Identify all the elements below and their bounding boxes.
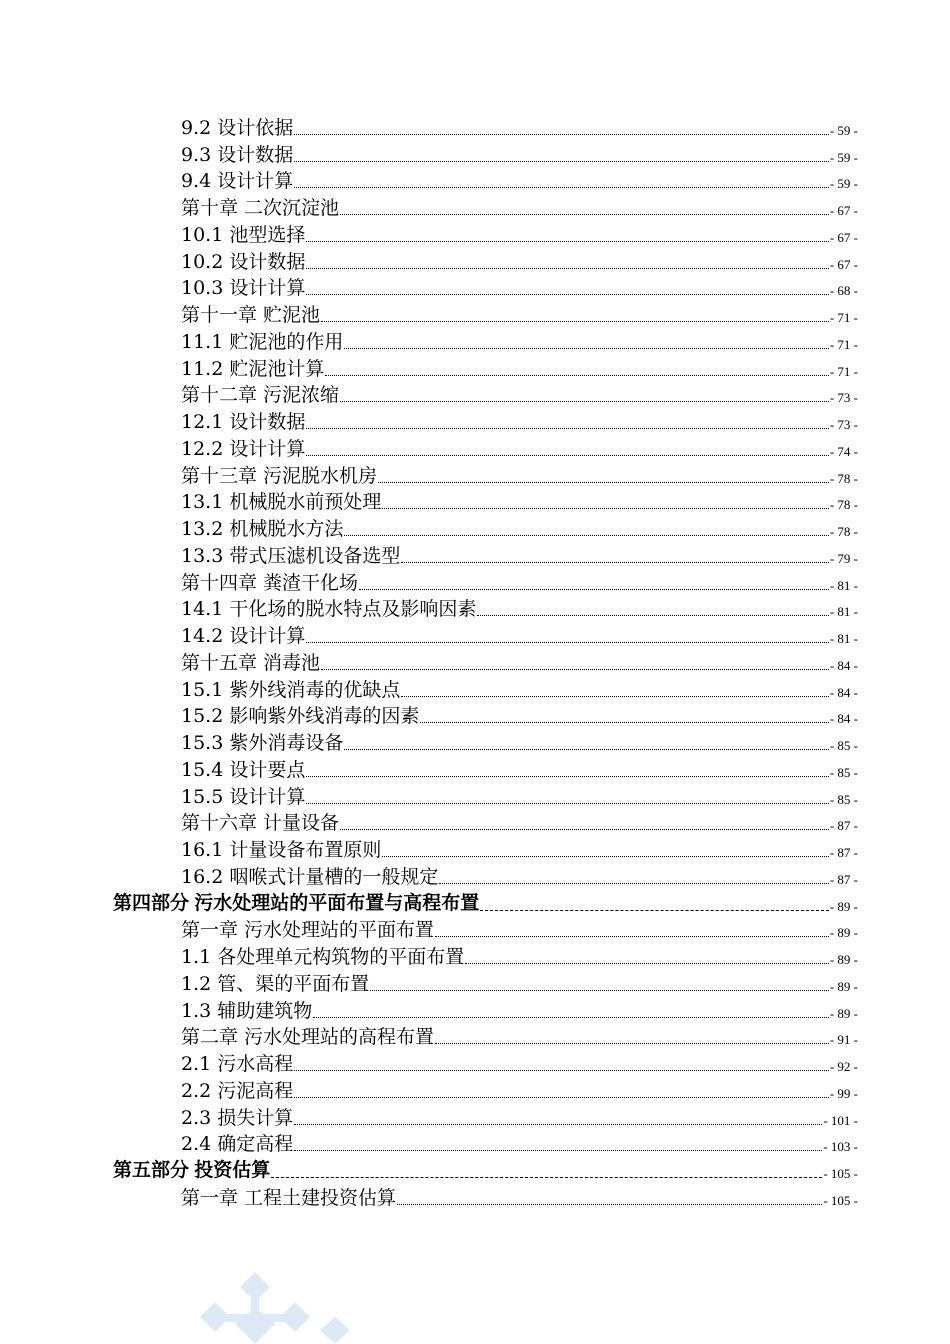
toc-entry-title: 16.1 计量设备布置原则 xyxy=(181,839,382,861)
toc-entry[interactable] xyxy=(0,222,950,249)
toc-dot-leader xyxy=(306,426,828,429)
toc-entry-title: 第五部分 投资估算 xyxy=(113,1160,271,1181)
toc-entry-page-number: - 87 - xyxy=(829,845,858,860)
toc-entry-page-number: - 78 - xyxy=(829,497,858,513)
toc-entry-page-number: - 81 - xyxy=(829,631,858,646)
toc-entry-title: 第四部分 污水处理站的平面布置与高程布置 xyxy=(113,892,480,914)
toc-entry-title: 第十四章 粪渣干化场 xyxy=(181,571,359,594)
toc-entry-title: 1.2 管、渠的平面布置 xyxy=(181,972,370,995)
toc-dot-leader xyxy=(401,694,828,697)
toc-entry-page-number: - 59 - xyxy=(829,176,858,192)
toc-entry-title: 第十章 二次沉淀池 xyxy=(181,197,340,219)
toc-entry[interactable] xyxy=(0,891,950,918)
toc-dot-leader xyxy=(340,827,829,830)
toc-entry[interactable] xyxy=(0,864,950,891)
toc-entry[interactable] xyxy=(0,302,950,329)
toc-dot-leader xyxy=(401,560,828,563)
toc-entry-page-number: - 89 - xyxy=(829,978,858,994)
toc-dot-leader xyxy=(306,801,828,804)
toc-entry[interactable] xyxy=(0,811,950,838)
toc-entry[interactable] xyxy=(0,249,950,276)
toc-entry-title: 15.5 设计计算 xyxy=(181,785,306,808)
toc-dot-leader xyxy=(325,373,828,376)
toc-entry[interactable] xyxy=(0,1078,950,1105)
toc-entry-title: 2.3 损失计算 xyxy=(181,1106,294,1129)
toc-entry[interactable] xyxy=(0,169,950,196)
toc-entry-title: 14.1 干化场的脱水特点及影响因素 xyxy=(181,598,477,621)
toc-entry-title: 第十一章 贮泥池 xyxy=(181,304,321,326)
toc-entry[interactable] xyxy=(0,463,950,490)
toc-entry[interactable] xyxy=(0,383,950,410)
toc-entry[interactable] xyxy=(0,329,950,356)
snowflake-watermark-icon xyxy=(195,1262,385,1344)
toc-entry-title: 第十三章 污泥脱水机房 xyxy=(181,464,378,487)
toc-entry-page-number: - 81 - xyxy=(829,604,858,620)
toc-entry-page-number: - 89 - xyxy=(829,952,858,967)
toc-entry[interactable] xyxy=(0,944,950,971)
toc-dot-leader xyxy=(306,292,828,295)
toc-entry-page-number: - 91 - xyxy=(829,1032,858,1048)
toc-entry[interactable] xyxy=(0,490,950,517)
toc-entry[interactable] xyxy=(0,837,950,864)
toc-dot-leader xyxy=(306,453,828,456)
toc-entry-page-number: - 85 - xyxy=(829,764,858,780)
toc-entry-title: 12.1 设计数据 xyxy=(181,411,306,433)
toc-entry-page-number: - 89 - xyxy=(829,925,858,941)
toc-entry[interactable] xyxy=(0,971,950,998)
toc-entry-title: 2.1 污水高程 xyxy=(181,1053,294,1075)
toc-entry-page-number: - 105 - xyxy=(823,1166,858,1181)
toc-entry[interactable] xyxy=(0,704,950,731)
toc-dot-leader xyxy=(397,1202,822,1205)
toc-entry-title: 10.1 池型选择 xyxy=(181,223,306,246)
toc-entry-title: 第十二章 污泥浓缩 xyxy=(181,384,340,407)
toc-dot-leader xyxy=(435,934,829,937)
toc-dot-leader xyxy=(294,1122,822,1125)
toc-dot-leader xyxy=(420,720,828,723)
toc-entry-page-number: - 78 - xyxy=(829,524,858,539)
toc-entry-page-number: - 87 - xyxy=(829,871,858,887)
toc-dot-leader xyxy=(321,319,829,322)
toc-dot-leader xyxy=(480,908,829,911)
toc-dot-leader xyxy=(344,533,828,536)
toc-dot-leader xyxy=(294,132,829,135)
toc-entry-page-number: - 73 - xyxy=(829,417,858,432)
toc-entry-title: 15.4 设计要点 xyxy=(181,758,306,781)
toc-entry[interactable] xyxy=(0,730,950,757)
toc-entry-page-number: - 79 - xyxy=(829,550,858,566)
toc-entry-page-number: - 92 - xyxy=(829,1059,858,1074)
toc-dot-leader xyxy=(294,185,829,188)
toc-dot-leader xyxy=(340,212,829,215)
toc-dot-leader xyxy=(435,1041,829,1044)
toc-entry-title: 11.1 贮泥池的作用 xyxy=(181,330,344,353)
toc-entry-title: 13.2 机械脱水方法 xyxy=(181,518,344,540)
toc-entry[interactable] xyxy=(0,570,950,597)
toc-entry-title: 10.2 设计数据 xyxy=(181,250,306,273)
toc-dot-leader xyxy=(370,988,829,991)
toc-entry[interactable] xyxy=(0,1185,950,1212)
toc-dot-leader xyxy=(306,239,828,242)
toc-entry[interactable] xyxy=(0,516,950,543)
toc-entry-title: 15.2 影响紫外线消毒的因素 xyxy=(181,705,420,728)
toc-entry[interactable] xyxy=(0,650,950,677)
toc-entry-page-number: - 67 - xyxy=(829,229,858,245)
toc-entry[interactable] xyxy=(0,1105,950,1132)
toc-entry-page-number: - 71 - xyxy=(829,310,858,325)
toc-entry[interactable] xyxy=(0,677,950,704)
toc-entry-page-number: - 78 - xyxy=(829,470,858,486)
toc-dot-leader xyxy=(382,854,828,857)
toc-entry-page-number: - 68 - xyxy=(829,283,858,299)
toc-dot-leader xyxy=(313,1015,829,1018)
toc-entry-page-number: - 67 - xyxy=(829,256,858,272)
toc-entry-title: 9.2 设计依据 xyxy=(181,116,294,139)
toc-entry-title: 13.1 机械脱水前预处理 xyxy=(181,491,382,514)
toc-dot-leader xyxy=(306,774,828,777)
toc-entry[interactable] xyxy=(0,1051,950,1078)
toc-entry-page-number: - 84 - xyxy=(829,711,858,727)
toc-entry-title: 15.3 紫外消毒设备 xyxy=(181,732,344,754)
toc-dot-leader xyxy=(465,961,829,964)
toc-dot-leader xyxy=(439,881,828,884)
toc-entry-page-number: - 87 - xyxy=(829,818,858,834)
toc-entry-page-number: - 89 - xyxy=(829,898,858,914)
toc-dot-leader xyxy=(294,1068,829,1071)
toc-entry-title: 第一章 污水处理站的平面布置 xyxy=(181,919,435,942)
toc-entry-page-number: - 99 - xyxy=(829,1085,858,1101)
toc-entry[interactable] xyxy=(0,1158,950,1185)
toc-entry[interactable] xyxy=(0,543,950,570)
toc-entry-page-number: - 81 - xyxy=(829,577,858,593)
toc-entry[interactable] xyxy=(0,1025,950,1052)
toc-entry-page-number: - 74 - xyxy=(829,443,858,459)
toc-dot-leader xyxy=(340,399,829,402)
toc-entry[interactable] xyxy=(0,115,950,142)
toc-entry-page-number: - 84 - xyxy=(829,684,858,700)
toc-dot-leader xyxy=(306,266,828,269)
toc-entry-page-number: - 89 - xyxy=(829,1005,858,1021)
toc-entry-title: 2.2 污泥高程 xyxy=(181,1079,294,1102)
toc-dot-leader xyxy=(306,640,828,643)
toc-dot-leader xyxy=(294,1148,822,1151)
toc-entry[interactable] xyxy=(0,757,950,784)
toc-dot-leader xyxy=(344,747,828,750)
toc-entry[interactable] xyxy=(0,998,950,1025)
toc-entry-page-number: - 59 - xyxy=(829,149,858,165)
toc-entry-page-number: - 101 - xyxy=(823,1112,858,1128)
toc-entry-page-number: - 67 - xyxy=(829,203,858,218)
toc-entry-title: 第十五章 消毒池 xyxy=(181,651,321,674)
toc-entry[interactable] xyxy=(0,409,950,436)
toc-entry-title: 1.3 辅助建筑物 xyxy=(181,999,313,1022)
toc-entry[interactable] xyxy=(0,784,950,811)
toc-entry-title: 11.2 贮泥池计算 xyxy=(181,357,325,380)
toc-entry[interactable] xyxy=(0,195,950,222)
toc-entry-title: 14.2 设计计算 xyxy=(181,625,306,647)
toc-entry[interactable] xyxy=(0,1132,950,1159)
toc-dot-leader xyxy=(294,1095,829,1098)
toc-entry-page-number: - 71 - xyxy=(829,363,858,379)
toc-entry-title: 2.4 确定高程 xyxy=(181,1133,294,1156)
toc-entry[interactable] xyxy=(0,597,950,624)
toc-dot-leader xyxy=(378,480,829,483)
toc-entry-title: 10.3 设计计算 xyxy=(181,277,306,300)
toc-entry-page-number: - 85 - xyxy=(829,738,858,753)
toc-entry-title: 12.2 设计计算 xyxy=(181,437,306,460)
toc-entry-title: 13.3 带式压滤机设备选型 xyxy=(181,544,401,567)
toc-entry-title: 15.1 紫外线消毒的优缺点 xyxy=(181,678,401,701)
toc-entry-page-number: - 105 - xyxy=(823,1192,858,1208)
toc-dot-leader xyxy=(382,506,828,509)
toc-dot-leader xyxy=(359,587,829,590)
toc-entry[interactable] xyxy=(0,276,950,303)
toc-entry-title: 9.3 设计数据 xyxy=(181,143,294,166)
toc-entry[interactable] xyxy=(0,623,950,650)
toc-entry-page-number: - 84 - xyxy=(829,657,858,673)
toc-dot-leader xyxy=(477,613,828,616)
toc-dot-leader xyxy=(344,346,828,349)
toc-entry[interactable] xyxy=(0,436,950,463)
toc-entry-page-number: - 71 - xyxy=(829,336,858,352)
toc-entry-title: 第十六章 计量设备 xyxy=(181,812,340,835)
toc-dot-leader xyxy=(294,159,829,162)
toc-entry-page-number: - 59 - xyxy=(829,122,858,138)
table-of-contents xyxy=(0,115,950,1212)
toc-entry[interactable] xyxy=(0,918,950,945)
toc-dot-leader xyxy=(271,1175,822,1178)
toc-entry-title: 第二章 污水处理站的高程布置 xyxy=(181,1026,435,1049)
toc-entry-page-number: - 103 - xyxy=(823,1139,858,1155)
toc-entry-title: 第一章 工程土建投资估算 xyxy=(181,1186,397,1209)
toc-dot-leader xyxy=(321,667,829,670)
toc-entry-page-number: - 73 - xyxy=(829,390,858,406)
toc-entry-title: 9.4 设计计算 xyxy=(181,170,294,193)
toc-entry[interactable] xyxy=(0,356,950,383)
toc-entry-title: 1.1 各处理单元构筑物的平面布置 xyxy=(181,946,465,968)
toc-entry-title: 16.2 咽喉式计量槽的一般规定 xyxy=(181,865,439,888)
toc-entry[interactable] xyxy=(0,142,950,169)
toc-entry-page-number: - 85 - xyxy=(829,791,858,807)
